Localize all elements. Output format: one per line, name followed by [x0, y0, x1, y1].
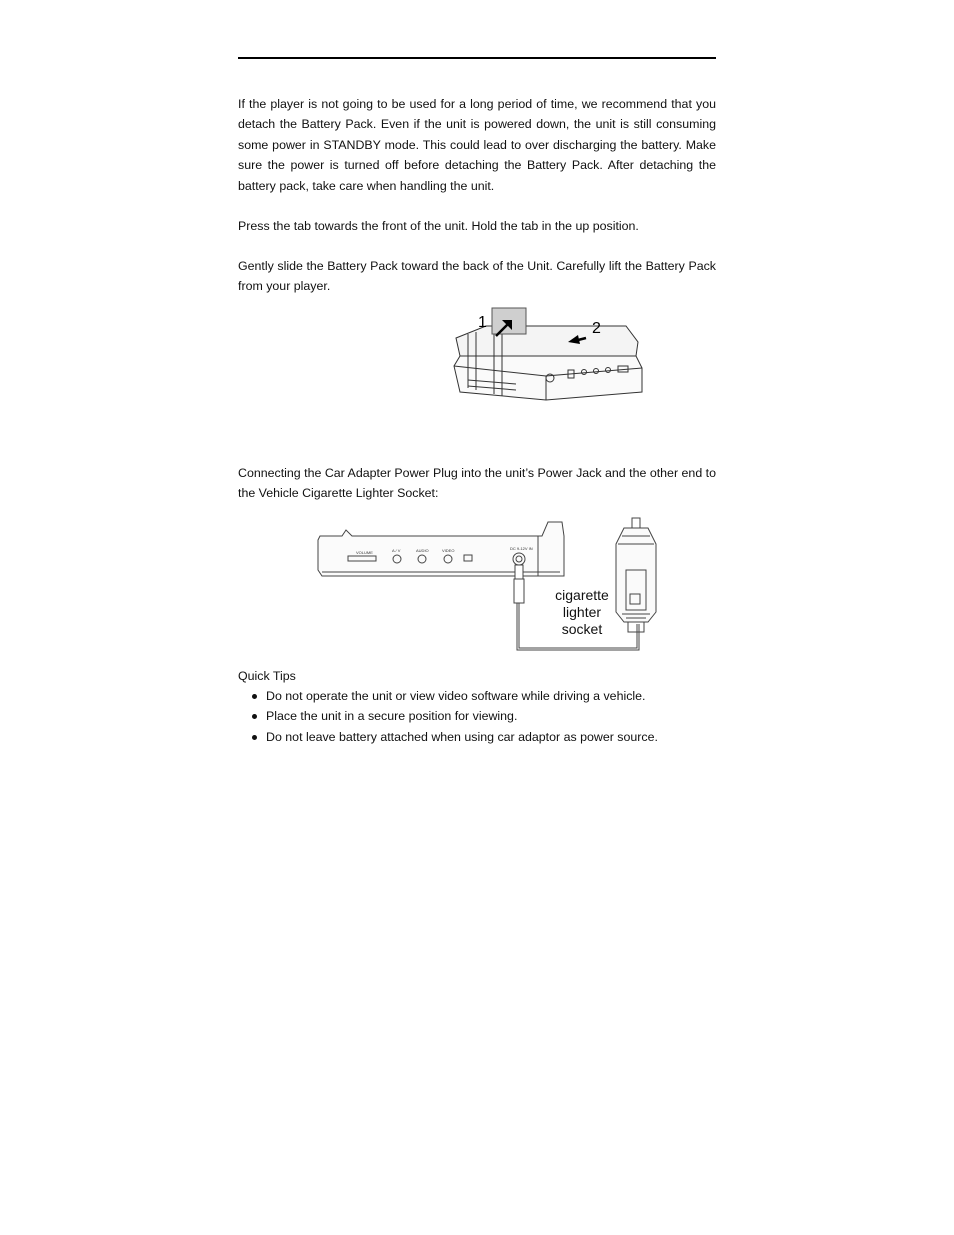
list-item	[238, 686, 716, 706]
tip-text: Do not operate the unit or view video software while driving a vehicle.	[266, 689, 646, 703]
car-adapter-illustration	[312, 514, 672, 660]
tip-text: Place the unit in a secure position for viewing.	[266, 709, 518, 724]
panel-video-label: VIDEO	[442, 548, 455, 553]
panel-dc-label: DC 9-12V IN	[510, 546, 533, 551]
detach-intro-paragraph: If the player is not going to be used for a long period of time, we recommend that you detach the Battery Pack. Even if the unit is powered down, the unit is still consuming some power in STANDBY mode. This could lead to over discharging the battery. Make sure the power is turned off before detaching the Battery Pack. After detaching the battery pack, take care when handling the unit.	[238, 97, 716, 193]
quick-tips-list	[238, 686, 716, 747]
socket-label-line3: socket	[561, 621, 603, 637]
list-item	[238, 727, 716, 747]
car-adapter-paragraph: Connecting the Car Adapter Power Plug into the unit’s Power Jack and the other end to the Vehicle Cigarette Lighter Socket:	[238, 466, 716, 501]
panel-audio-label: AUDIO	[416, 548, 429, 553]
step-2-label: 2	[592, 320, 601, 337]
tip-text: Do not leave battery attached when using car adaptor as power source.	[266, 729, 658, 744]
panel-volume-label: VOLUME	[356, 550, 373, 555]
quick-tips-title: Quick Tips	[238, 669, 296, 683]
press-tab-paragraph: Press the tab towards the front of the unit. Hold the tab in the up position.	[238, 219, 639, 233]
battery-removal-illustration	[446, 306, 646, 408]
header-rule	[238, 57, 716, 59]
socket-label-line1: cigarette	[555, 587, 609, 603]
step-1-label: 1	[478, 314, 487, 331]
list-item	[238, 706, 716, 726]
bullet-icon	[252, 694, 257, 699]
slide-pack-paragraph: Gently slide the Battery Pack toward the back of the Unit. Carefully lift the Battery Pack from your player.	[238, 259, 716, 294]
panel-av-label: A / V	[392, 548, 401, 553]
bullet-icon	[252, 714, 257, 719]
socket-label-line2: lighter	[562, 604, 602, 620]
bullet-icon	[252, 735, 257, 740]
